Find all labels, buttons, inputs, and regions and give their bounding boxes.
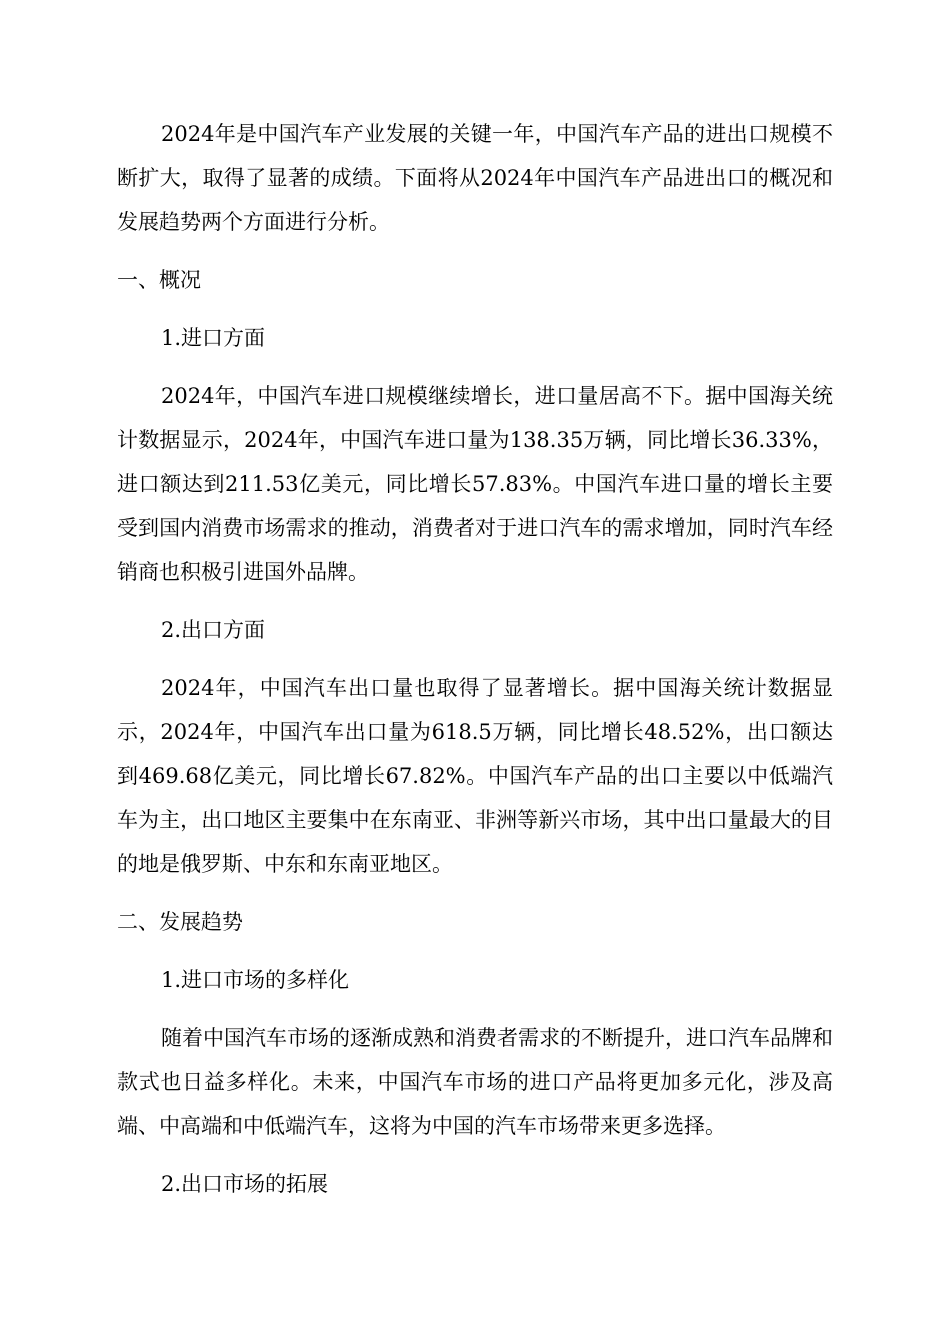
section2-sub1-paragraph: 随着中国汽车市场的逐渐成熟和消费者需求的不断提升，进口汽车品牌和款式也日益多样化。未来，中国汽车市场的进口产品将更加多元化，涉及高端、中高端和中低端汽车，这将为中国的汽车市场带来更多选择。	[117, 1026, 833, 1138]
section1-sub2-paragraph: 2024年，中国汽车出口量也取得了显著增长。据中国海关统计数据显示，2024年，中国汽车出口量为618.5万辆，同比增长48.52%，出口额达到469.68亿美元，同比增长67.82%。中国汽车产品的出口主要以中低端汽车为主，出口地区主要集中在东南亚、非洲等新兴市场，其中出口量最大的目的地是俄罗斯、中东和东南亚地区。	[117, 676, 833, 876]
section2-sub2-title: 2.出口市场的拓展	[161, 1172, 329, 1196]
section2-sub1-title: 1.进口市场的多样化	[161, 968, 350, 992]
section1-heading: 一、概况	[117, 268, 201, 292]
section2-heading: 二、发展趋势	[117, 910, 243, 934]
section1-sub2-title: 2.出口方面	[161, 618, 266, 642]
document-page	[117, 112, 833, 1206]
section1-sub1-title: 1.进口方面	[161, 326, 266, 350]
section1-sub1-paragraph: 2024年，中国汽车进口规模继续增长，进口量居高不下。据中国海关统计数据显示，2024年，中国汽车进口量为138.35万辆，同比增长36.33%，进口额达到211.53亿美元，同比增长57.83%。中国汽车进口量的增长主要受到国内消费市场需求的推动，消费者对于进口汽车的需求增加，同时汽车经销商也积极引进国外品牌。	[117, 384, 833, 584]
intro-paragraph: 2024年是中国汽车产业发展的关键一年，中国汽车产品的进出口规模不断扩大，取得了显著的成绩。下面将从2024年中国汽车产品进出口的概况和发展趋势两个方面进行分析。	[117, 122, 833, 234]
